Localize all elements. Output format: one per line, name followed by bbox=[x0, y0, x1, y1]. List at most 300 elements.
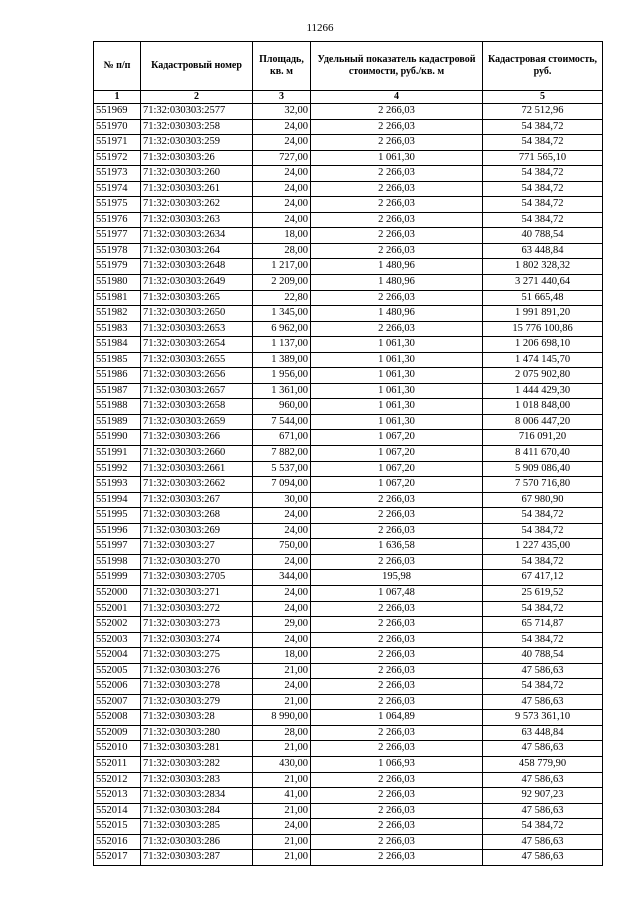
cadastral-number-cell: 71:32:030303:2650 bbox=[141, 306, 253, 322]
unit-value-cell: 2 266,03 bbox=[311, 694, 483, 710]
table-row bbox=[94, 181, 603, 197]
cadastral-number-cell: 71:32:030303:2661 bbox=[141, 461, 253, 477]
area-cell: 29,00 bbox=[253, 617, 311, 633]
row-number-cell: 551986 bbox=[94, 368, 141, 384]
row-number-cell: 551993 bbox=[94, 477, 141, 493]
table-row bbox=[94, 166, 603, 182]
cadastral-value-cell: 54 384,72 bbox=[483, 212, 603, 228]
table-row bbox=[94, 368, 603, 384]
row-number-cell: 552004 bbox=[94, 648, 141, 664]
unit-value-cell: 2 266,03 bbox=[311, 772, 483, 788]
table-body bbox=[94, 104, 603, 866]
cadastral-number-cell: 71:32:030303:28 bbox=[141, 710, 253, 726]
unit-value-cell: 1 061,30 bbox=[311, 414, 483, 430]
unit-value-cell: 2 266,03 bbox=[311, 290, 483, 306]
table-row bbox=[94, 803, 603, 819]
unit-value-cell: 2 266,03 bbox=[311, 243, 483, 259]
area-cell: 24,00 bbox=[253, 166, 311, 182]
row-number-cell: 551977 bbox=[94, 228, 141, 244]
cadastral-number-cell: 71:32:030303:2657 bbox=[141, 383, 253, 399]
cadastral-value-cell: 63 448,84 bbox=[483, 725, 603, 741]
cadastral-number-cell: 71:32:030303:270 bbox=[141, 554, 253, 570]
unit-value-cell: 1 067,20 bbox=[311, 430, 483, 446]
row-number-cell: 551970 bbox=[94, 119, 141, 135]
area-cell: 1 137,00 bbox=[253, 337, 311, 353]
page-number: 11266 bbox=[306, 22, 334, 34]
cadastral-number-cell: 71:32:030303:2648 bbox=[141, 259, 253, 275]
area-cell: 960,00 bbox=[253, 399, 311, 415]
unit-value-cell: 2 266,03 bbox=[311, 788, 483, 804]
cadastral-value-cell: 47 586,63 bbox=[483, 834, 603, 850]
cadastral-number-cell: 71:32:030303:278 bbox=[141, 679, 253, 695]
cadastral-number-cell: 71:32:030303:266 bbox=[141, 430, 253, 446]
cadastral-value-cell: 63 448,84 bbox=[483, 243, 603, 259]
area-cell: 18,00 bbox=[253, 648, 311, 664]
table-row bbox=[94, 212, 603, 228]
cadastral-number-cell: 71:32:030303:283 bbox=[141, 772, 253, 788]
cadastral-value-cell: 54 384,72 bbox=[483, 166, 603, 182]
cadastral-value-cell: 47 586,63 bbox=[483, 741, 603, 757]
area-cell: 41,00 bbox=[253, 788, 311, 804]
area-cell: 24,00 bbox=[253, 523, 311, 539]
table-row bbox=[94, 477, 603, 493]
unit-value-cell: 2 266,03 bbox=[311, 119, 483, 135]
header-unit-value: Удельный показатель кадастровой стоимости, руб./кв. м bbox=[311, 42, 483, 91]
cadastral-number-cell: 71:32:030303:280 bbox=[141, 725, 253, 741]
cadastral-number-cell: 71:32:030303:268 bbox=[141, 508, 253, 524]
table-row bbox=[94, 290, 603, 306]
unit-value-cell: 1 061,30 bbox=[311, 352, 483, 368]
cadastral-number-cell: 71:32:030303:274 bbox=[141, 632, 253, 648]
unit-value-cell: 2 266,03 bbox=[311, 632, 483, 648]
cadastral-value-cell: 54 384,72 bbox=[483, 601, 603, 617]
cadastral-value-cell: 1 018 848,00 bbox=[483, 399, 603, 415]
cadastral-number-cell: 71:32:030303:264 bbox=[141, 243, 253, 259]
table-row bbox=[94, 321, 603, 337]
cadastral-number-cell: 71:32:030303:2659 bbox=[141, 414, 253, 430]
area-cell: 28,00 bbox=[253, 243, 311, 259]
table-row bbox=[94, 741, 603, 757]
cadastral-value-cell: 5 909 086,40 bbox=[483, 461, 603, 477]
cadastral-number-cell: 71:32:030303:2660 bbox=[141, 446, 253, 462]
cadastral-value-cell: 40 788,54 bbox=[483, 228, 603, 244]
header-row bbox=[94, 42, 603, 91]
unit-value-cell: 2 266,03 bbox=[311, 725, 483, 741]
unit-value-cell: 2 266,03 bbox=[311, 321, 483, 337]
column-number-1: 1 bbox=[94, 91, 141, 104]
unit-value-cell: 1 064,89 bbox=[311, 710, 483, 726]
area-cell: 24,00 bbox=[253, 585, 311, 601]
unit-value-cell: 2 266,03 bbox=[311, 601, 483, 617]
table-row bbox=[94, 601, 603, 617]
unit-value-cell: 2 266,03 bbox=[311, 679, 483, 695]
row-number-cell: 552005 bbox=[94, 663, 141, 679]
cadastral-value-cell: 1 802 328,32 bbox=[483, 259, 603, 275]
row-number-cell: 552011 bbox=[94, 756, 141, 772]
area-cell: 18,00 bbox=[253, 228, 311, 244]
table-row bbox=[94, 352, 603, 368]
area-cell: 24,00 bbox=[253, 632, 311, 648]
unit-value-cell: 1 061,30 bbox=[311, 383, 483, 399]
cadastral-number-cell: 71:32:030303:267 bbox=[141, 492, 253, 508]
unit-value-cell: 2 266,03 bbox=[311, 197, 483, 213]
cadastral-number-cell: 71:32:030303:2634 bbox=[141, 228, 253, 244]
unit-value-cell: 1 061,30 bbox=[311, 337, 483, 353]
cadastral-value-cell: 15 776 100,86 bbox=[483, 321, 603, 337]
row-number-cell: 552012 bbox=[94, 772, 141, 788]
row-number-cell: 551979 bbox=[94, 259, 141, 275]
cadastral-number-cell: 71:32:030303:2649 bbox=[141, 275, 253, 291]
table-row bbox=[94, 710, 603, 726]
unit-value-cell: 2 266,03 bbox=[311, 617, 483, 633]
table-row bbox=[94, 306, 603, 322]
table-row bbox=[94, 197, 603, 213]
cadastral-value-cell: 54 384,72 bbox=[483, 181, 603, 197]
cadastral-value-cell: 54 384,72 bbox=[483, 135, 603, 151]
column-number-row bbox=[94, 91, 603, 104]
cadastral-value-cell: 8 006 447,20 bbox=[483, 414, 603, 430]
area-cell: 24,00 bbox=[253, 679, 311, 695]
cadastral-number-cell: 71:32:030303:286 bbox=[141, 834, 253, 850]
area-cell: 727,00 bbox=[253, 150, 311, 166]
unit-value-cell: 2 266,03 bbox=[311, 834, 483, 850]
row-number-cell: 552016 bbox=[94, 834, 141, 850]
area-cell: 6 962,00 bbox=[253, 321, 311, 337]
table-row bbox=[94, 523, 603, 539]
column-number-2: 2 bbox=[141, 91, 253, 104]
header-cadastral-number: Кадастровый номер bbox=[141, 42, 253, 91]
row-number-cell: 551990 bbox=[94, 430, 141, 446]
cadastral-value-cell: 771 565,10 bbox=[483, 150, 603, 166]
row-number-cell: 551974 bbox=[94, 181, 141, 197]
row-number-cell: 551995 bbox=[94, 508, 141, 524]
cadastral-number-cell: 71:32:030303:269 bbox=[141, 523, 253, 539]
area-cell: 2 209,00 bbox=[253, 275, 311, 291]
table-row bbox=[94, 119, 603, 135]
row-number-cell: 551975 bbox=[94, 197, 141, 213]
table-row bbox=[94, 819, 603, 835]
table-row bbox=[94, 150, 603, 166]
column-number-5: 5 bbox=[483, 91, 603, 104]
cadastral-number-cell: 71:32:030303:26 bbox=[141, 150, 253, 166]
cadastral-value-cell: 1 444 429,30 bbox=[483, 383, 603, 399]
unit-value-cell: 2 266,03 bbox=[311, 523, 483, 539]
table-row bbox=[94, 554, 603, 570]
row-number-cell: 552008 bbox=[94, 710, 141, 726]
cadastral-number-cell: 71:32:030303:263 bbox=[141, 212, 253, 228]
cadastral-number-cell: 71:32:030303:284 bbox=[141, 803, 253, 819]
unit-value-cell: 2 266,03 bbox=[311, 181, 483, 197]
row-number-cell: 551972 bbox=[94, 150, 141, 166]
cadastral-number-cell: 71:32:030303:279 bbox=[141, 694, 253, 710]
row-number-cell: 551984 bbox=[94, 337, 141, 353]
cadastral-number-cell: 71:32:030303:2658 bbox=[141, 399, 253, 415]
unit-value-cell: 2 266,03 bbox=[311, 819, 483, 835]
cadastral-value-cell: 67 417,12 bbox=[483, 570, 603, 586]
table-row bbox=[94, 446, 603, 462]
area-cell: 750,00 bbox=[253, 539, 311, 555]
table-row bbox=[94, 243, 603, 259]
row-number-cell: 551969 bbox=[94, 104, 141, 120]
unit-value-cell: 1 480,96 bbox=[311, 259, 483, 275]
cadastral-value-cell: 47 586,63 bbox=[483, 694, 603, 710]
table-row bbox=[94, 679, 603, 695]
row-number-cell: 551982 bbox=[94, 306, 141, 322]
area-cell: 24,00 bbox=[253, 508, 311, 524]
cadastral-value-cell: 65 714,87 bbox=[483, 617, 603, 633]
cadastral-value-cell: 54 384,72 bbox=[483, 508, 603, 524]
row-number-cell: 551998 bbox=[94, 554, 141, 570]
unit-value-cell: 1 061,30 bbox=[311, 399, 483, 415]
table-row bbox=[94, 430, 603, 446]
unit-value-cell: 2 266,03 bbox=[311, 663, 483, 679]
cadastral-value-cell: 40 788,54 bbox=[483, 648, 603, 664]
area-cell: 32,00 bbox=[253, 104, 311, 120]
cadastral-value-cell: 716 091,20 bbox=[483, 430, 603, 446]
row-number-cell: 551989 bbox=[94, 414, 141, 430]
cadastral-number-cell: 71:32:030303:282 bbox=[141, 756, 253, 772]
cadastral-value-cell: 47 586,63 bbox=[483, 663, 603, 679]
cadastral-value-cell: 1 227 435,00 bbox=[483, 539, 603, 555]
area-cell: 28,00 bbox=[253, 725, 311, 741]
cadastral-value-cell: 72 512,96 bbox=[483, 104, 603, 120]
cadastral-number-cell: 71:32:030303:262 bbox=[141, 197, 253, 213]
cadastral-value-cell: 25 619,52 bbox=[483, 585, 603, 601]
area-cell: 1 217,00 bbox=[253, 259, 311, 275]
row-number-cell: 551973 bbox=[94, 166, 141, 182]
cadastral-value-cell: 54 384,72 bbox=[483, 819, 603, 835]
cadastral-number-cell: 71:32:030303:258 bbox=[141, 119, 253, 135]
cadastral-value-cell: 54 384,72 bbox=[483, 554, 603, 570]
cadastral-value-cell: 2 075 902,80 bbox=[483, 368, 603, 384]
cadastral-value-cell: 54 384,72 bbox=[483, 679, 603, 695]
row-number-cell: 551985 bbox=[94, 352, 141, 368]
cadastral-table bbox=[93, 41, 603, 866]
area-cell: 7 544,00 bbox=[253, 414, 311, 430]
cadastral-value-cell: 1 991 891,20 bbox=[483, 306, 603, 322]
header-area: Площадь, кв. м bbox=[253, 42, 311, 91]
table-row bbox=[94, 632, 603, 648]
cadastral-value-cell: 1 474 145,70 bbox=[483, 352, 603, 368]
cadastral-value-cell: 9 573 361,10 bbox=[483, 710, 603, 726]
cadastral-number-cell: 71:32:030303:276 bbox=[141, 663, 253, 679]
row-number-cell: 551991 bbox=[94, 446, 141, 462]
cadastral-number-cell: 71:32:030303:275 bbox=[141, 648, 253, 664]
cadastral-value-cell: 8 411 670,40 bbox=[483, 446, 603, 462]
area-cell: 21,00 bbox=[253, 834, 311, 850]
unit-value-cell: 1 067,20 bbox=[311, 477, 483, 493]
cadastral-number-cell: 71:32:030303:271 bbox=[141, 585, 253, 601]
column-number-3: 3 bbox=[253, 91, 311, 104]
table-row bbox=[94, 383, 603, 399]
row-number-cell: 552007 bbox=[94, 694, 141, 710]
unit-value-cell: 1 636,58 bbox=[311, 539, 483, 555]
area-cell: 24,00 bbox=[253, 819, 311, 835]
cadastral-number-cell: 71:32:030303:2654 bbox=[141, 337, 253, 353]
table-row bbox=[94, 337, 603, 353]
cadastral-value-cell: 54 384,72 bbox=[483, 119, 603, 135]
row-number-cell: 552001 bbox=[94, 601, 141, 617]
table-row bbox=[94, 104, 603, 120]
cadastral-number-cell: 71:32:030303:2577 bbox=[141, 104, 253, 120]
cadastral-value-cell: 1 206 698,10 bbox=[483, 337, 603, 353]
cadastral-number-cell: 71:32:030303:273 bbox=[141, 617, 253, 633]
row-number-cell: 551978 bbox=[94, 243, 141, 259]
area-cell: 21,00 bbox=[253, 694, 311, 710]
unit-value-cell: 1 067,48 bbox=[311, 585, 483, 601]
area-cell: 24,00 bbox=[253, 135, 311, 151]
row-number-cell: 551981 bbox=[94, 290, 141, 306]
unit-value-cell: 1 480,96 bbox=[311, 275, 483, 291]
area-cell: 7 882,00 bbox=[253, 446, 311, 462]
area-cell: 24,00 bbox=[253, 181, 311, 197]
cadastral-value-cell: 47 586,63 bbox=[483, 850, 603, 866]
row-number-cell: 551997 bbox=[94, 539, 141, 555]
row-number-cell: 551988 bbox=[94, 399, 141, 415]
table-row bbox=[94, 756, 603, 772]
unit-value-cell: 1 061,30 bbox=[311, 150, 483, 166]
unit-value-cell: 2 266,03 bbox=[311, 508, 483, 524]
unit-value-cell: 2 266,03 bbox=[311, 648, 483, 664]
table-row bbox=[94, 570, 603, 586]
row-number-cell: 552006 bbox=[94, 679, 141, 695]
row-number-cell: 552003 bbox=[94, 632, 141, 648]
cadastral-value-cell: 47 586,63 bbox=[483, 803, 603, 819]
area-cell: 8 990,00 bbox=[253, 710, 311, 726]
row-number-cell: 552000 bbox=[94, 585, 141, 601]
cadastral-number-cell: 71:32:030303:259 bbox=[141, 135, 253, 151]
table-row bbox=[94, 275, 603, 291]
unit-value-cell: 2 266,03 bbox=[311, 850, 483, 866]
row-number-cell: 552009 bbox=[94, 725, 141, 741]
row-number-cell: 551992 bbox=[94, 461, 141, 477]
unit-value-cell: 1 480,96 bbox=[311, 306, 483, 322]
cadastral-value-cell: 67 980,90 bbox=[483, 492, 603, 508]
table-row bbox=[94, 788, 603, 804]
row-number-cell: 551999 bbox=[94, 570, 141, 586]
area-cell: 1 345,00 bbox=[253, 306, 311, 322]
table-row bbox=[94, 617, 603, 633]
area-cell: 24,00 bbox=[253, 212, 311, 228]
row-number-cell: 551994 bbox=[94, 492, 141, 508]
table-row bbox=[94, 694, 603, 710]
cadastral-number-cell: 71:32:030303:287 bbox=[141, 850, 253, 866]
area-cell: 1 389,00 bbox=[253, 352, 311, 368]
unit-value-cell: 2 266,03 bbox=[311, 803, 483, 819]
area-cell: 21,00 bbox=[253, 663, 311, 679]
table-row bbox=[94, 772, 603, 788]
cadastral-number-cell: 71:32:030303:2653 bbox=[141, 321, 253, 337]
row-number-cell: 552014 bbox=[94, 803, 141, 819]
area-cell: 24,00 bbox=[253, 601, 311, 617]
cadastral-number-cell: 71:32:030303:260 bbox=[141, 166, 253, 182]
unit-value-cell: 1 066,93 bbox=[311, 756, 483, 772]
area-cell: 7 094,00 bbox=[253, 477, 311, 493]
unit-value-cell: 1 067,20 bbox=[311, 446, 483, 462]
unit-value-cell: 1 067,20 bbox=[311, 461, 483, 477]
cadastral-number-cell: 71:32:030303:27 bbox=[141, 539, 253, 555]
cadastral-value-cell: 47 586,63 bbox=[483, 772, 603, 788]
table-row bbox=[94, 585, 603, 601]
area-cell: 30,00 bbox=[253, 492, 311, 508]
cadastral-number-cell: 71:32:030303:2656 bbox=[141, 368, 253, 384]
area-cell: 1 361,00 bbox=[253, 383, 311, 399]
cadastral-value-cell: 54 384,72 bbox=[483, 197, 603, 213]
header-number: № п/п bbox=[94, 42, 141, 91]
area-cell: 1 956,00 bbox=[253, 368, 311, 384]
table-row bbox=[94, 135, 603, 151]
row-number-cell: 552013 bbox=[94, 788, 141, 804]
area-cell: 344,00 bbox=[253, 570, 311, 586]
unit-value-cell: 2 266,03 bbox=[311, 554, 483, 570]
cadastral-value-cell: 458 779,90 bbox=[483, 756, 603, 772]
unit-value-cell: 2 266,03 bbox=[311, 135, 483, 151]
area-cell: 671,00 bbox=[253, 430, 311, 446]
cadastral-number-cell: 71:32:030303:2834 bbox=[141, 788, 253, 804]
table-row bbox=[94, 259, 603, 275]
cadastral-number-cell: 71:32:030303:285 bbox=[141, 819, 253, 835]
row-number-cell: 552015 bbox=[94, 819, 141, 835]
row-number-cell: 551980 bbox=[94, 275, 141, 291]
row-number-cell: 551971 bbox=[94, 135, 141, 151]
row-number-cell: 552002 bbox=[94, 617, 141, 633]
cadastral-number-cell: 71:32:030303:265 bbox=[141, 290, 253, 306]
unit-value-cell: 195,98 bbox=[311, 570, 483, 586]
area-cell: 24,00 bbox=[253, 554, 311, 570]
table-row bbox=[94, 228, 603, 244]
cadastral-number-cell: 71:32:030303:2662 bbox=[141, 477, 253, 493]
area-cell: 21,00 bbox=[253, 850, 311, 866]
unit-value-cell: 2 266,03 bbox=[311, 228, 483, 244]
table-row bbox=[94, 834, 603, 850]
row-number-cell: 551996 bbox=[94, 523, 141, 539]
table-row bbox=[94, 648, 603, 664]
area-cell: 22,80 bbox=[253, 290, 311, 306]
area-cell: 24,00 bbox=[253, 119, 311, 135]
cadastral-value-cell: 54 384,72 bbox=[483, 632, 603, 648]
unit-value-cell: 2 266,03 bbox=[311, 212, 483, 228]
area-cell: 21,00 bbox=[253, 741, 311, 757]
unit-value-cell: 2 266,03 bbox=[311, 166, 483, 182]
table-row bbox=[94, 508, 603, 524]
unit-value-cell: 1 061,30 bbox=[311, 368, 483, 384]
row-number-cell: 552010 bbox=[94, 741, 141, 757]
area-cell: 21,00 bbox=[253, 803, 311, 819]
cadastral-number-cell: 71:32:030303:2655 bbox=[141, 352, 253, 368]
column-number-4: 4 bbox=[311, 91, 483, 104]
table-row bbox=[94, 539, 603, 555]
cadastral-number-cell: 71:32:030303:2705 bbox=[141, 570, 253, 586]
cadastral-value-cell: 51 665,48 bbox=[483, 290, 603, 306]
table-row bbox=[94, 850, 603, 866]
table-row bbox=[94, 461, 603, 477]
cadastral-number-cell: 71:32:030303:281 bbox=[141, 741, 253, 757]
area-cell: 430,00 bbox=[253, 756, 311, 772]
area-cell: 24,00 bbox=[253, 197, 311, 213]
unit-value-cell: 2 266,03 bbox=[311, 741, 483, 757]
table-row bbox=[94, 414, 603, 430]
row-number-cell: 552017 bbox=[94, 850, 141, 866]
row-number-cell: 551976 bbox=[94, 212, 141, 228]
area-cell: 21,00 bbox=[253, 772, 311, 788]
header-cadastral-value: Кадастровая стоимость, руб. bbox=[483, 42, 603, 91]
table-row bbox=[94, 725, 603, 741]
cadastral-number-cell: 71:32:030303:272 bbox=[141, 601, 253, 617]
cadastral-value-cell: 92 907,23 bbox=[483, 788, 603, 804]
row-number-cell: 551983 bbox=[94, 321, 141, 337]
cadastral-value-cell: 54 384,72 bbox=[483, 523, 603, 539]
cadastral-value-cell: 3 271 440,64 bbox=[483, 275, 603, 291]
